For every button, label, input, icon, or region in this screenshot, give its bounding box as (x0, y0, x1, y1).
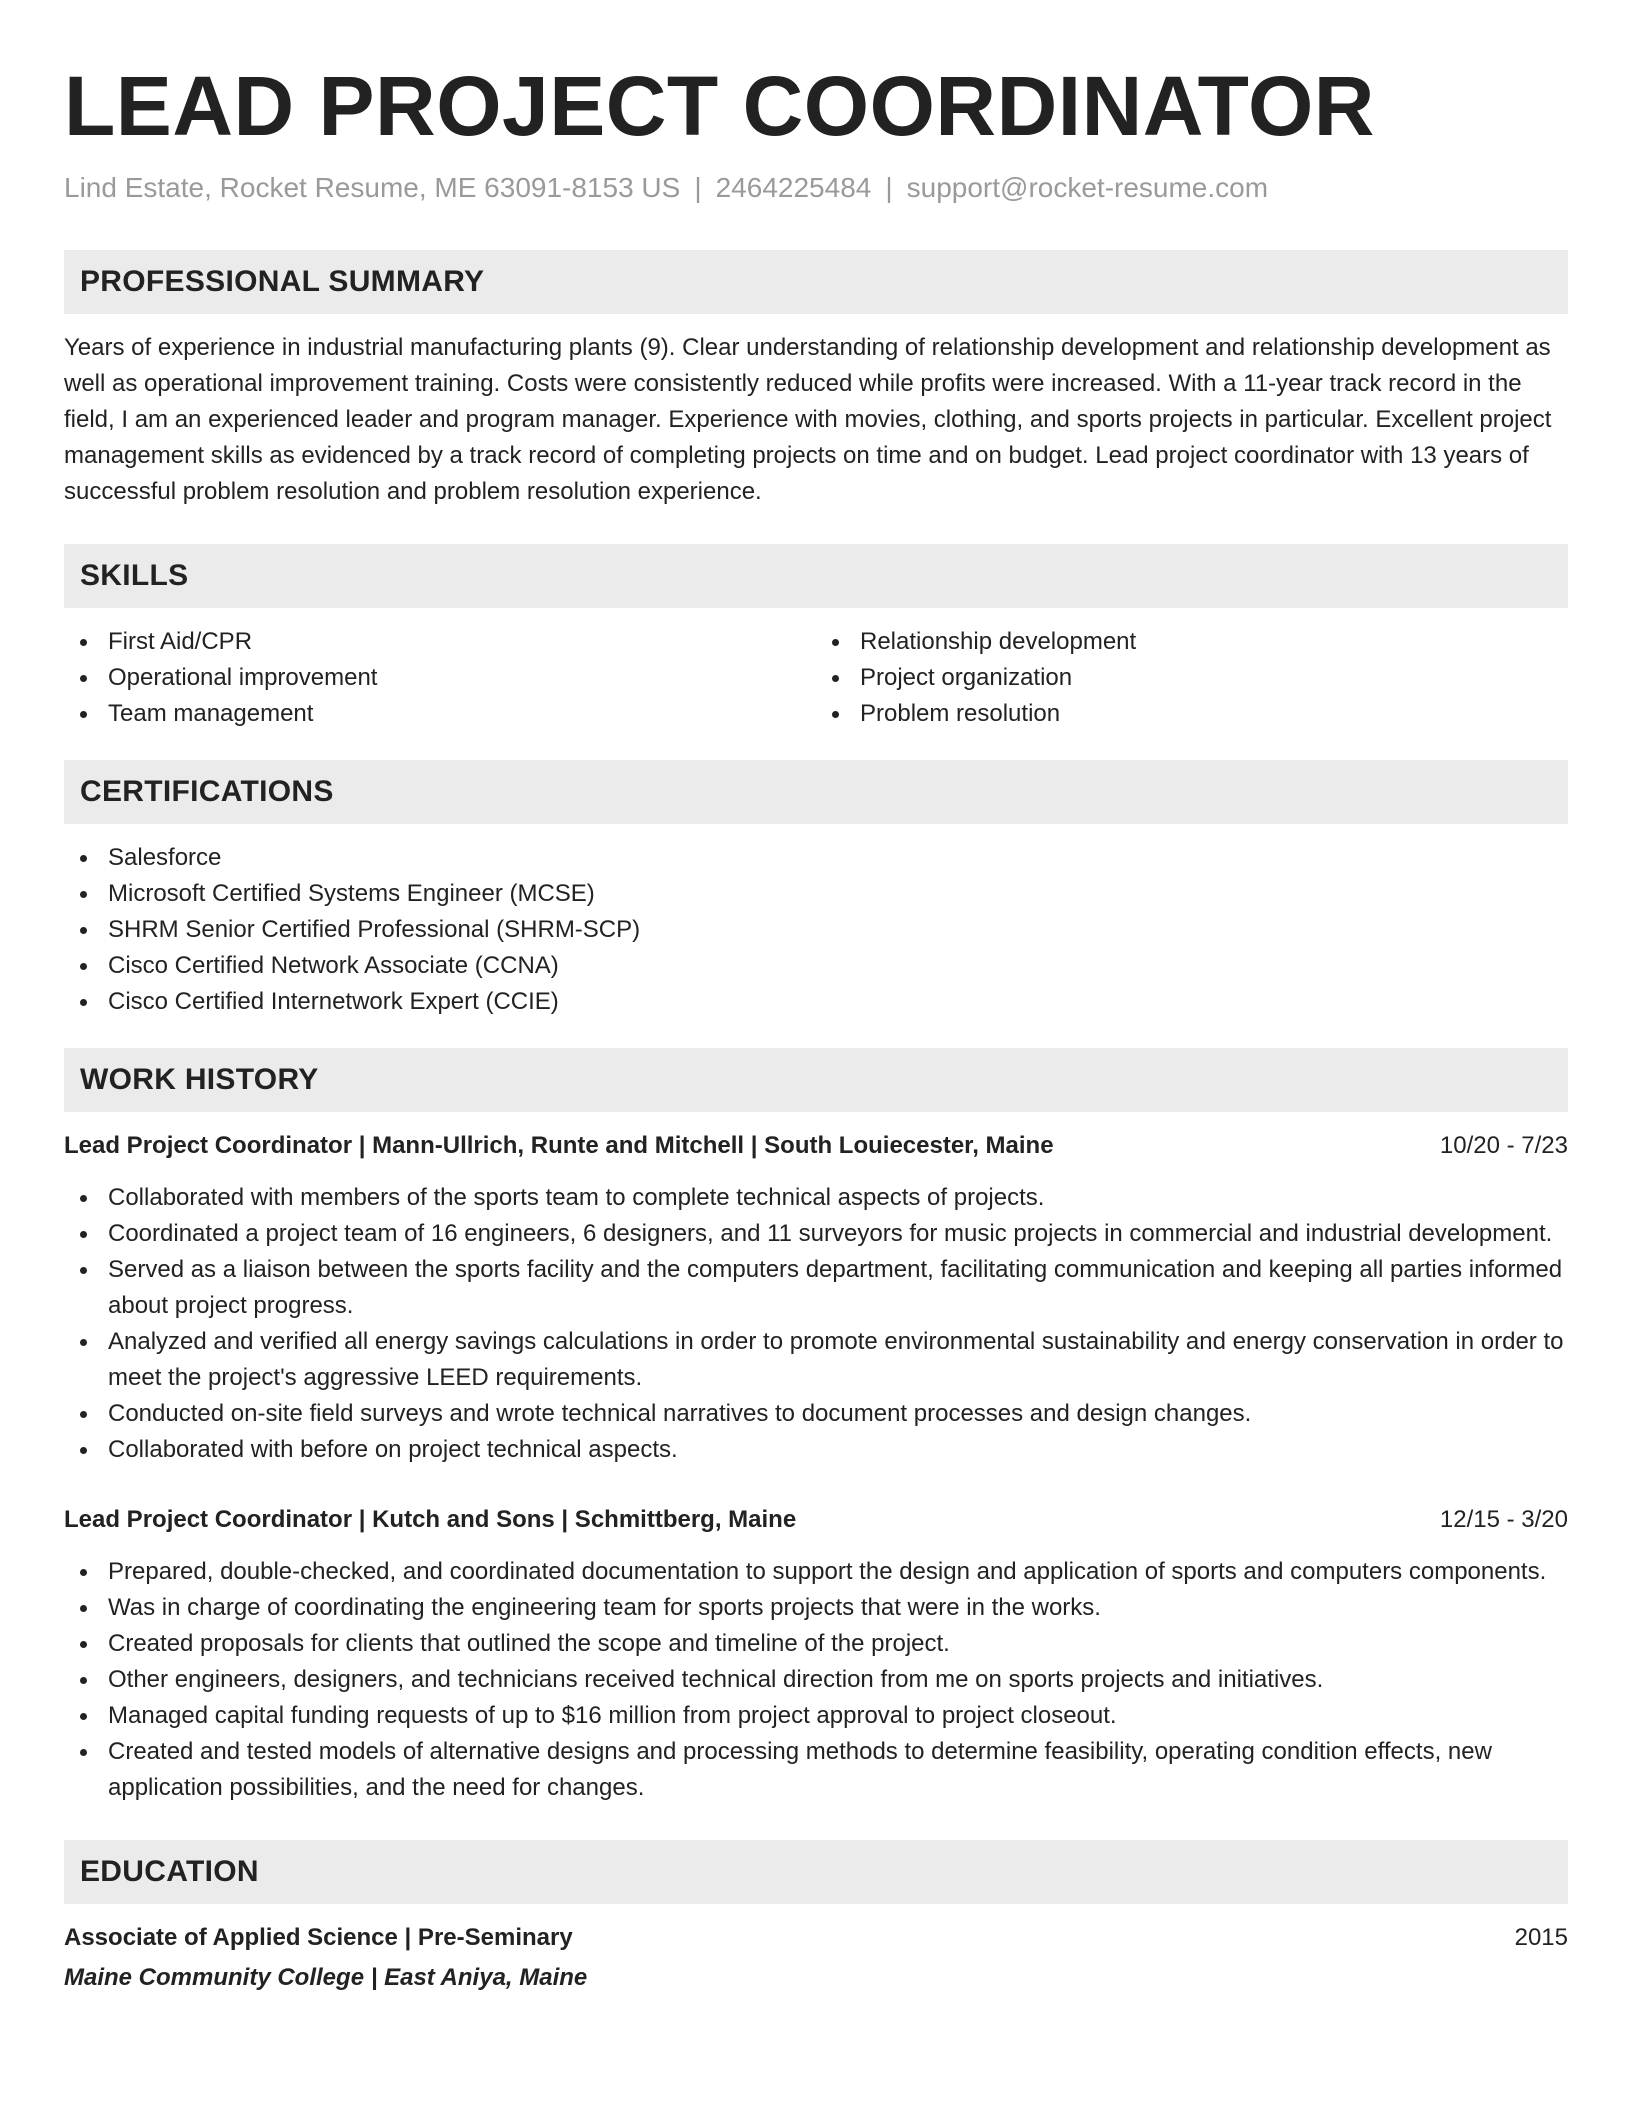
job-dates: 10/20 - 7/23 (1439, 1132, 1568, 1159)
skill-item: Project organization (816, 660, 1568, 696)
job-entry (64, 1128, 1568, 1468)
resume-title: LEAD PROJECT COORDINATOR (64, 59, 1375, 153)
contact-phone: 2464225484 (715, 172, 872, 203)
job-bullet: Created proposals for clients that outlined the scope and timeline of the project. (64, 1626, 1568, 1662)
skill-item: Operational improvement (64, 660, 816, 696)
skill-item: Relationship development (816, 624, 1568, 660)
education-entry (64, 1920, 1568, 1996)
job-bullet: Other engineers, designers, and technicians received technical direction from me on sports projects and initiatives. (64, 1662, 1568, 1698)
certification-item: Salesforce (64, 840, 1568, 876)
job-header (64, 1502, 1568, 1538)
summary-text: Years of experience in industrial manufacturing plants (9). Clear understanding of relationship development and relationship development as well as operational improvement training. Costs were consistently reduced while profits were increased. With a 11-year track record in the field, I am an experienced leader and program manager. Experience with movies, clothing, and sports projects in particular. Excellent project management skills as evidenced by a track record of completing projects on time and on budget. Lead project coordinator with 13 years of successful problem resolution and problem resolution experience. (64, 334, 1552, 505)
contact-email: support@rocket-resume.com (906, 172, 1269, 203)
education-header (64, 1920, 1568, 1956)
job-title: Lead Project Coordinator | Mann-Ullrich, Runte and Mitchell | South Louiecester, Maine (64, 1132, 1054, 1159)
job-dates: 12/15 - 3/20 (1439, 1506, 1568, 1533)
skills-list (64, 624, 1568, 732)
contact-separator: | (885, 172, 893, 203)
education-degree: Associate of Applied Science | Pre-Seminary (64, 1924, 573, 1951)
certification-item: Microsoft Certified Systems Engineer (MCSE) (64, 876, 1568, 912)
work-history-heading: WORK HISTORY (64, 1048, 1568, 1112)
contact-separator: | (694, 172, 702, 203)
job-bullet: Prepared, double-checked, and coordinated documentation to support the design and application of sports and computers components. (64, 1554, 1568, 1590)
job-bullet: Collaborated with members of the sports team to complete technical aspects of projects. (64, 1180, 1568, 1216)
job-bullet: Created and tested models of alternative designs and processing methods to determine feasibility, operating condition effects, new application possibilities, and the need for changes. (64, 1734, 1568, 1806)
skills-column-left (64, 624, 816, 732)
job-bullet: Collaborated with before on project technical aspects. (64, 1432, 1568, 1468)
skill-item: First Aid/CPR (64, 624, 816, 660)
education-year: 2015 (1514, 1924, 1568, 1951)
certifications-heading: CERTIFICATIONS (64, 760, 1568, 824)
skill-item: Problem resolution (816, 696, 1568, 732)
job-title: Lead Project Coordinator | Kutch and Sons | Schmittberg, Maine (64, 1506, 797, 1533)
education-school: Maine Community College | East Aniya, Maine (64, 1964, 588, 1991)
certification-item: Cisco Certified Network Associate (CCNA) (64, 948, 1568, 984)
job-bullet: Conducted on-site field surveys and wrote technical narratives to document processes and design changes. (64, 1396, 1568, 1432)
summary-heading: PROFESSIONAL SUMMARY (64, 250, 1568, 314)
job-bullet: Served as a liaison between the sports facility and the computers department, facilitating communication and keeping all parties informed about project progress. (64, 1252, 1568, 1324)
job-entry (64, 1502, 1568, 1806)
contact-address: Lind Estate, Rocket Resume, ME 63091-8153 US (64, 172, 681, 203)
contact-line (64, 168, 1568, 208)
job-bullet: Managed capital funding requests of up to $16 million from project approval to project closeout. (64, 1698, 1568, 1734)
skills-column-right (816, 624, 1568, 732)
job-bullets (64, 1180, 1568, 1468)
job-bullet: Analyzed and verified all energy savings calculations in order to promote environmental sustainability and energy conservation in order to meet the project's aggressive LEED requirements. (64, 1324, 1568, 1396)
skills-heading: SKILLS (64, 544, 1568, 608)
education-heading: EDUCATION (64, 1840, 1568, 1904)
job-bullets (64, 1554, 1568, 1806)
certification-item: Cisco Certified Internetwork Expert (CCIE) (64, 984, 1568, 1020)
job-bullet: Was in charge of coordinating the engineering team for sports projects that were in the works. (64, 1590, 1568, 1626)
skill-item: Team management (64, 696, 816, 732)
job-bullet: Coordinated a project team of 16 engineers, 6 designers, and 11 surveyors for music projects in commercial and industrial development. (64, 1216, 1568, 1252)
certifications-list (64, 840, 1568, 1020)
certification-item: SHRM Senior Certified Professional (SHRM-SCP) (64, 912, 1568, 948)
job-header (64, 1128, 1568, 1164)
